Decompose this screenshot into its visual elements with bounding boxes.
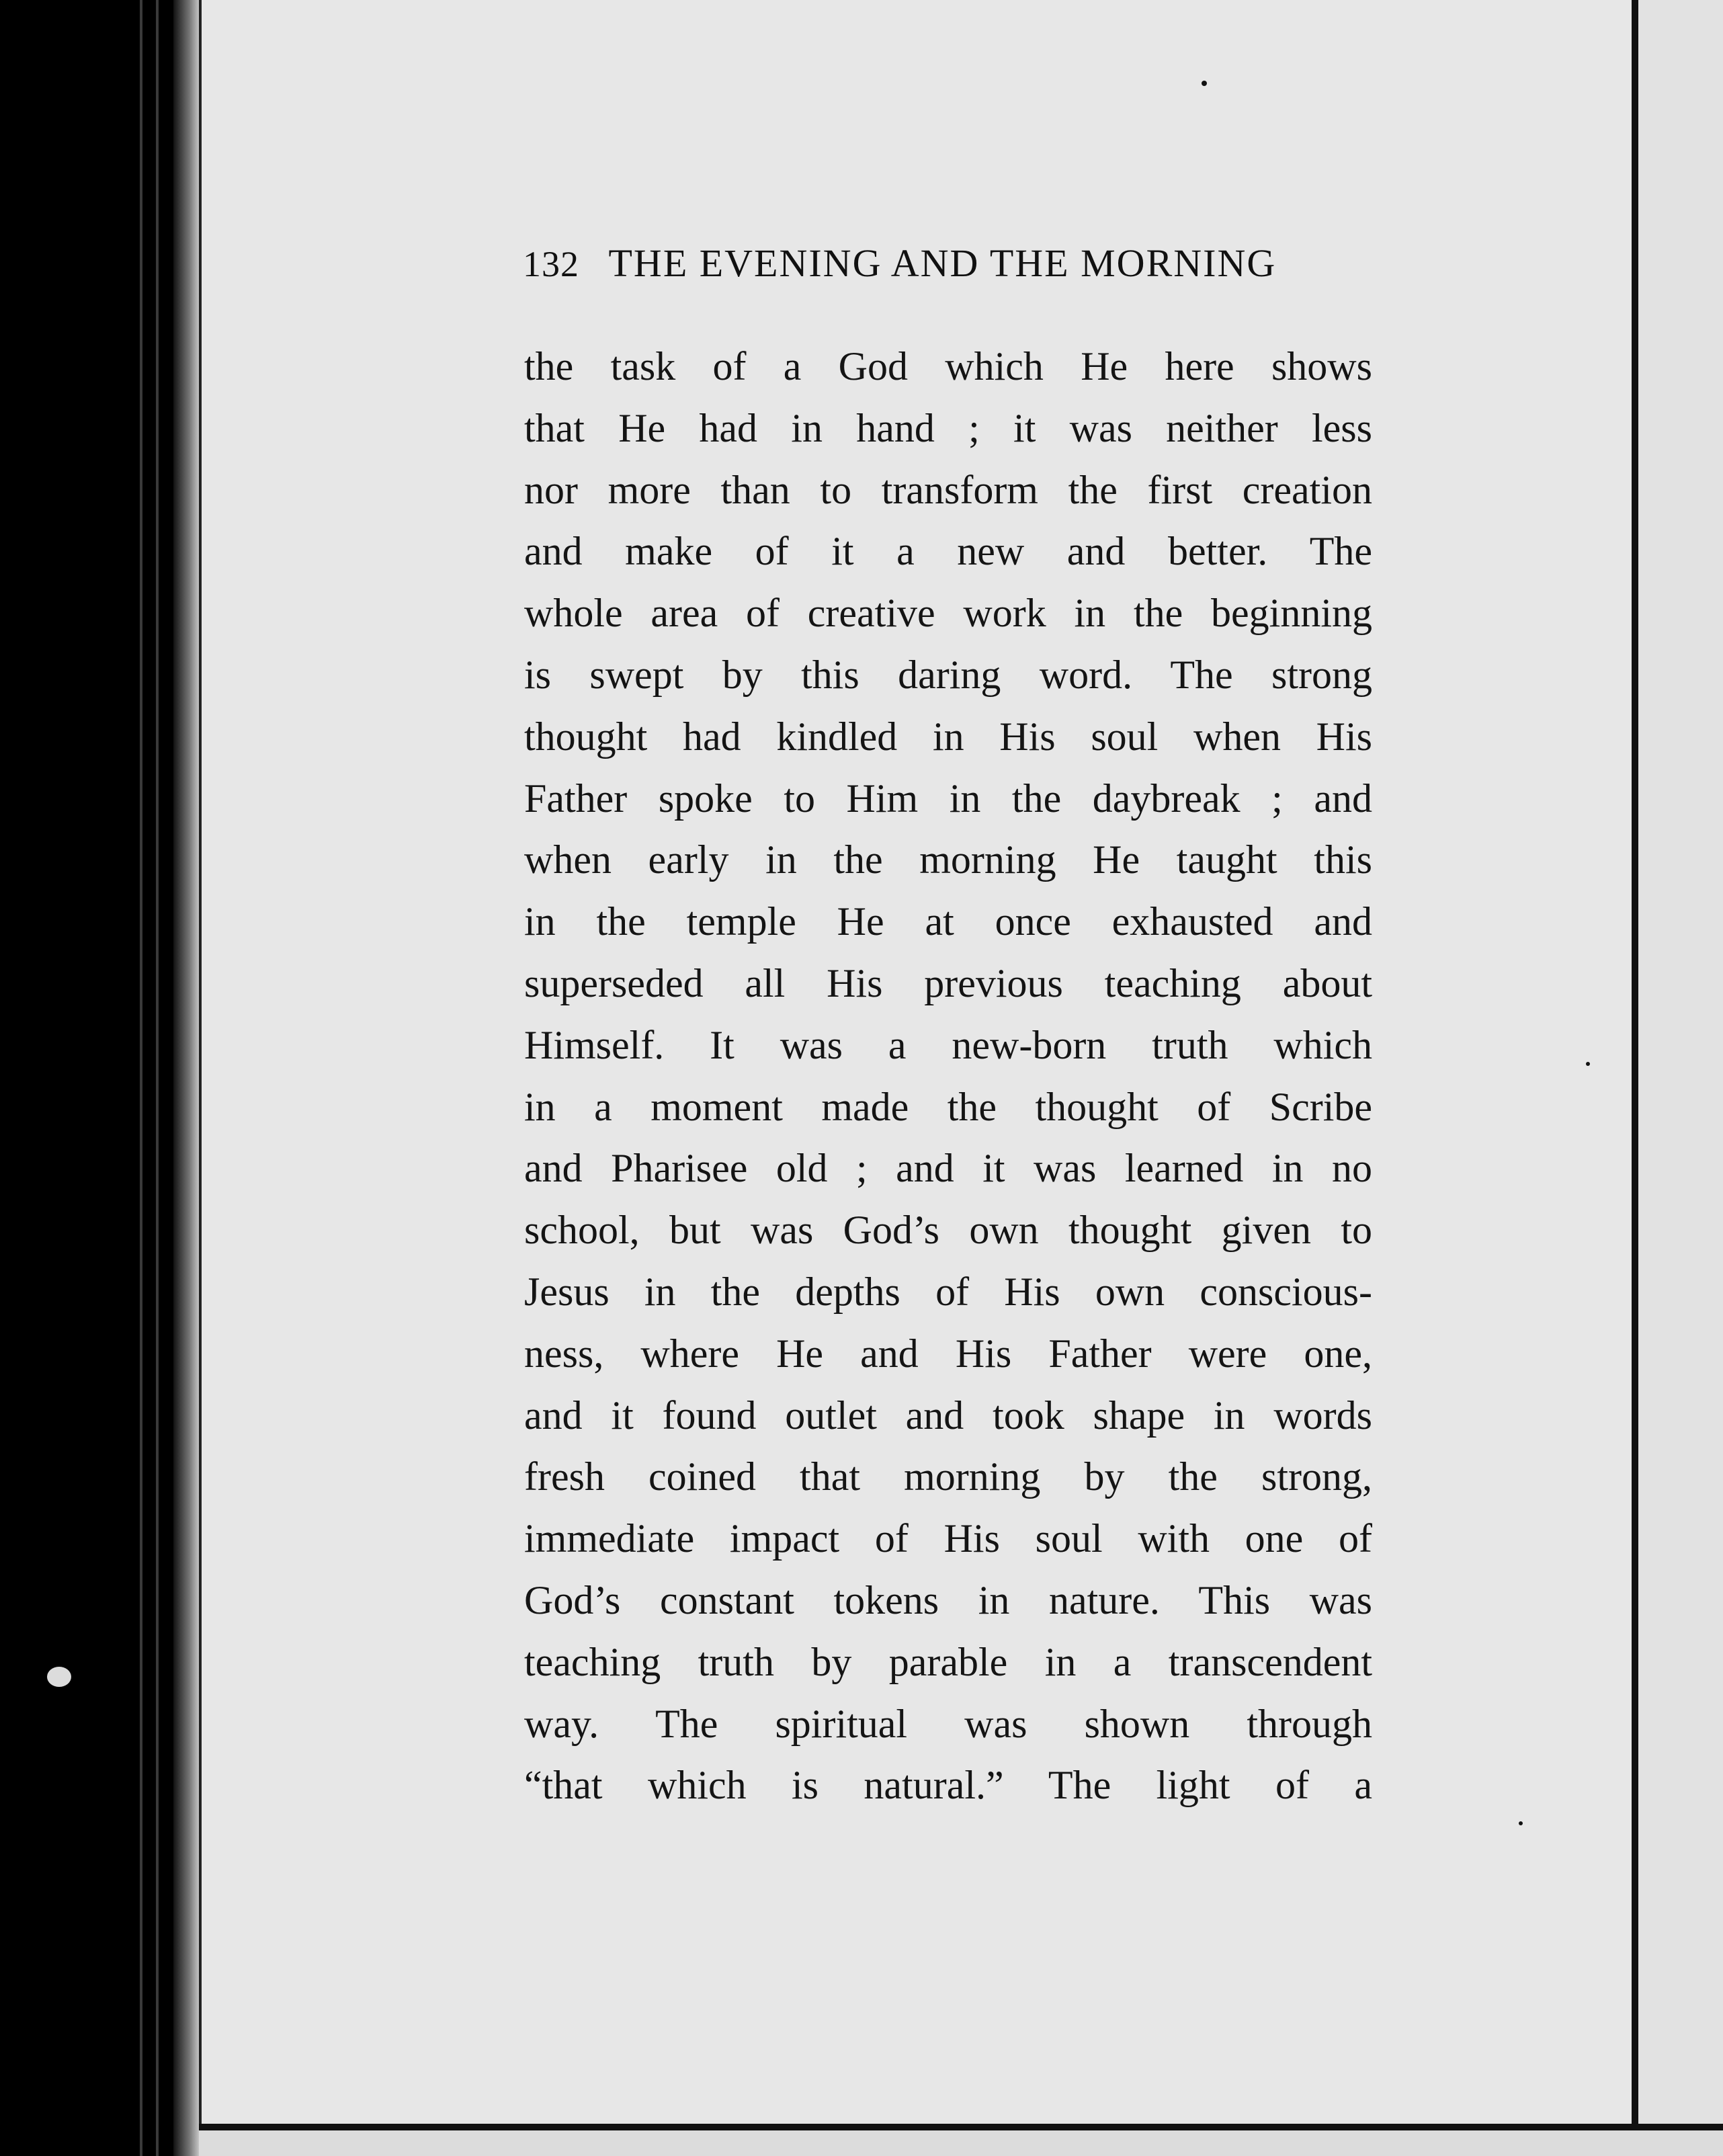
text-line: fresh coined that morning by the strong,: [524, 1454, 1372, 1499]
page-bottom-strip: [199, 2130, 1723, 2156]
text-line: in the temple He at once exhausted and: [524, 899, 1372, 944]
text-line: thought had kindled in His soul when His: [524, 714, 1372, 759]
text-line: Jesus in the depths of His own conscious-: [524, 1269, 1372, 1314]
text-line: teaching truth by parable in a transcendent: [524, 1639, 1372, 1684]
text-line: that He had in hand ; it was neither less: [524, 405, 1372, 450]
text-line: in a moment made the thought of Scribe: [524, 1084, 1372, 1129]
page-number: 132: [523, 244, 579, 284]
text-line: Father spoke to Him in the daybreak ; and: [524, 776, 1372, 821]
text-line: and make of it a new and better. The: [524, 529, 1372, 574]
binding-line: [140, 0, 142, 2156]
book-binding: [0, 0, 173, 2156]
text-line: Himself. It was a new-born truth which: [524, 1022, 1372, 1067]
text-line: the task of a God which He here shows: [524, 344, 1372, 388]
running-title: THE EVENING AND THE MORNING: [608, 241, 1277, 285]
body-text: [524, 336, 1372, 1817]
text-line: is swept by this daring word. The strong: [524, 652, 1372, 697]
text-line: and it found outlet and took shape in words: [524, 1393, 1372, 1438]
text-line: way. The spiritual was shown through: [524, 1701, 1372, 1746]
scan-speck: [1202, 81, 1207, 86]
text-line: ness, where He and His Father were one,: [524, 1331, 1372, 1376]
page-bottom-edge: [199, 2124, 1723, 2130]
scan-speck: [47, 1667, 71, 1687]
next-page-edge: [1638, 0, 1723, 2130]
text-line: superseded all His previous teaching about: [524, 960, 1372, 1005]
scan-speck: [1586, 1062, 1590, 1066]
text-line: nor more than to transform the first creation: [524, 467, 1372, 512]
page-gutter-shade: [173, 0, 200, 2156]
scan-speck: [1519, 1821, 1523, 1825]
text-line: when early in the morning He taught this: [524, 837, 1372, 882]
text-line: God’s constant tokens in nature. This was: [524, 1577, 1372, 1622]
text-line: and Pharisee old ; and it was learned in no: [524, 1146, 1372, 1191]
text-line: whole area of creative work in the beginning: [524, 591, 1372, 636]
text-line: school, but was God’s own thought given to: [524, 1208, 1372, 1253]
page-edge: [1632, 0, 1638, 2130]
text-line: immediate impact of His soul with one of: [524, 1516, 1372, 1561]
running-header: [523, 241, 1370, 294]
binding-line: [156, 0, 159, 2156]
text-line: “that which is natural.” The light of a: [524, 1763, 1372, 1808]
